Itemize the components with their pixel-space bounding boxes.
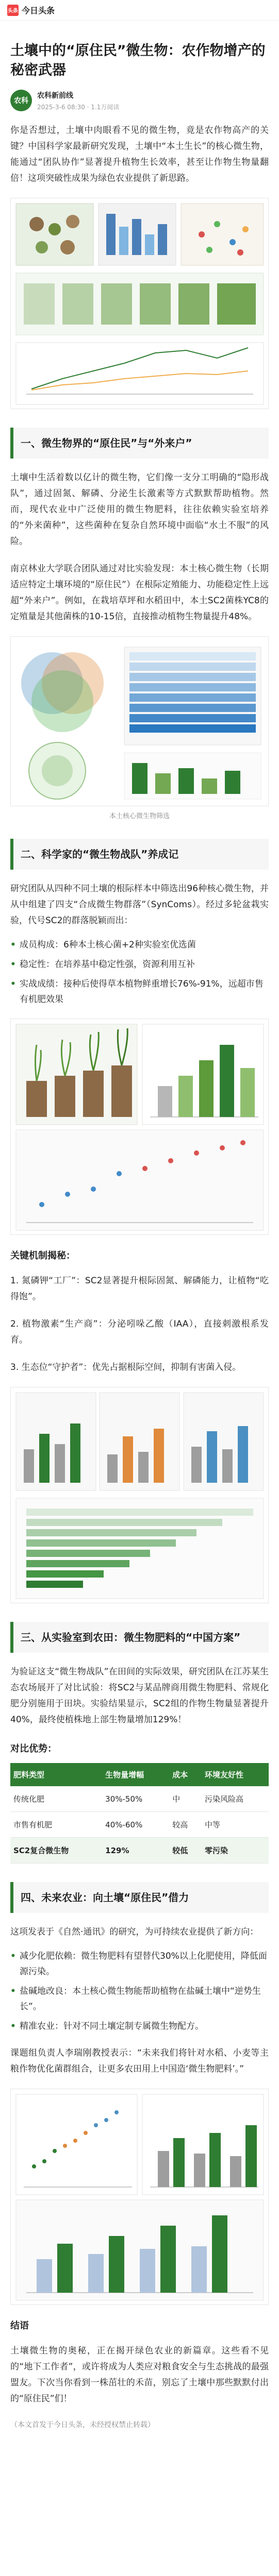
table-cell: 中 [169, 1786, 202, 1812]
figure-mechanism-charts[interactable] [10, 1387, 269, 1603]
figure-core-microbe-graphic [11, 637, 269, 806]
figure-pot-experiment[interactable] [10, 1019, 269, 1235]
section-4-bullet-item: • 精准农业：针对不同土壤定制专属微生物配方。 [10, 2019, 269, 2034]
article-content [0, 41, 279, 2432]
comparison-heading: 对比优势： [10, 1743, 57, 1754]
table-cell: 中等 [202, 1812, 269, 1838]
key-mechanism-item: 3. 生态位“守护者”：优先占据根际空间，抑制有害菌入侵。 [10, 1362, 241, 1372]
section-2-bullet-item: • 稳定性：在培养基中稳定性强，资源利用互补 [10, 957, 269, 972]
section-2-heading [10, 839, 269, 870]
section-3-heading [10, 1622, 269, 1653]
author-name[interactable]: 农科新前线 [37, 91, 73, 100]
table-cell: SC2复合微生物 [10, 1838, 102, 1863]
table-header-row [10, 1763, 269, 1786]
section-4-paragraph-2: 课题组负责人李瑞刚教授表示：“未来我们将针对水稻、小麦等主粮作物优化菌群组合，让更多农田用上中国造‘微生物肥料’。” [10, 2048, 269, 2074]
figure-core-microbe-screening[interactable] [10, 636, 269, 806]
figure-pot-experiment-graphic [11, 1019, 269, 1235]
avatar[interactable]: 农科 [10, 90, 32, 111]
key-mechanism-item: 1. 氮磷钾“工厂”：SC2显著提升根际固氮、解磷能力，让植物“吃得饱”。 [10, 1276, 269, 1302]
table-cell: 129% [102, 1838, 169, 1863]
conclusion-heading: 结语 [10, 2320, 29, 2331]
section-2-bullet-item: • 成员构成：6种本土核心菌+2种实验室优选菌 [10, 937, 269, 953]
section-1-heading [10, 428, 269, 459]
figure-core-microbe-caption: 本土核心微生物筛选 [109, 812, 170, 820]
key-mechanism-item: 2. 植物激素“生产商”：分泌吲哚乙酸（IAA），直接刺激根系发育。 [10, 1319, 269, 1345]
section-4-bullet-item: • 减少化肥依赖：微生物肥料有望替代30%以上化肥使用，降低面源污染。 [10, 1948, 269, 1979]
comparison-table [10, 1763, 269, 1863]
article-title: 土壤中的“原住民”微生物：农作物增产的秘密武器 [10, 43, 266, 78]
section-3-paragraph-1: 为验证这支“微生物战队”在田间的实际效果，研究团队在江苏某生态农场展开了对比试验：将SC2与某品牌商用微生物肥料、常规化肥分别施用于田块。实验结果显示，SC2组的作物生物量显著提升40%，最终使植株地上部生物量增加129%！ [10, 1667, 269, 1725]
section-2-bullet-item: • 实战成绩：接种后使得草本植物鲜重增长76%-91%，远超市售有机肥效果 [10, 976, 269, 1007]
table-cell: 40%-60% [102, 1812, 169, 1838]
figure-field-trial-graphic [11, 2089, 269, 2305]
table-cell: 30%-50% [102, 1786, 169, 1812]
table-cell: 市售有机肥 [10, 1812, 102, 1838]
copyright-note: （本文首发于今日头条，未经授权禁止转载） [10, 2421, 155, 2429]
table-cell: 传统化肥 [10, 1786, 102, 1812]
conclusion-paragraph: 土壤微生物的奥秘，正在揭开绿色农业的新篇章。这些看不见的“地下工作者”，或许将成为人类应对粮食安全与生态挑战的最强盟友。下次当你看到一株茁壮的禾苗，别忘了土壤中那些默默付出的“原住民”们！ [10, 2346, 269, 2404]
top-bar [0, 0, 279, 21]
key-mechanism-heading: 关键机制揭秘： [10, 1250, 75, 1261]
section-4-heading [10, 1882, 269, 1913]
table-cell: 较低 [169, 1838, 202, 1863]
table-header-cell: 生物量增幅 [102, 1763, 169, 1786]
section-4-bullet-item: • 盐碱地改良：本土核心微生物能帮助植物在盐碱土壤中“逆势生长”。 [10, 1984, 269, 2014]
section-1-paragraph-2: 南京林业大学联合团队通过对比实验发现：本土核心微生物（长期适应特定土壤环境的“原住民”）在根际定殖能力、功能稳定性上远超“外来户”。例如，在栽培草坪和水稻田中，本土SC2菌株YC8的定殖量是其他菌株的10-15倍，直接推动植物生物量提升48%。 [10, 564, 269, 622]
section-4-title: 四、未来农业：向土壤“原住民”借力 [21, 1891, 189, 1904]
table-cell: 较高 [169, 1812, 202, 1838]
app-logo[interactable] [7, 4, 55, 16]
table-row [10, 1786, 269, 1812]
section-4-paragraph-1: 这项发表于《自然·通讯》的研究，为可持续农业提供了新方向： [10, 1927, 259, 1937]
table-row [10, 1812, 269, 1838]
section-3-title: 三、从实验室到农田：微生物肥料的“中国方案” [21, 1631, 241, 1643]
author-row[interactable] [10, 90, 269, 111]
figure-research-overview[interactable] [10, 198, 269, 409]
table-header-cell: 成本 [169, 1763, 202, 1786]
figure-research-overview-graphic [11, 198, 269, 409]
app-name: 今日头条 [22, 6, 55, 15]
table-cell: 污染风险高 [202, 1786, 269, 1812]
table-cell: 零污染 [202, 1838, 269, 1863]
publish-meta: 2025-3-6 08:30 · 1.1万阅读 [37, 103, 120, 111]
table-header-cell: 肥料类型 [10, 1763, 102, 1786]
figure-field-trial[interactable] [10, 2089, 269, 2305]
section-2-bullet-list [10, 937, 269, 1007]
section-1-title: 一、微生物界的“原住民”与“外来户” [21, 437, 192, 449]
section-4-bullet-list [10, 1948, 269, 2034]
figure-mechanism-graphic [11, 1387, 269, 1603]
toutiao-logo-icon: 头条 [7, 5, 19, 16]
intro-paragraph: 你是否想过，土壤中肉眼看不见的微生物，竟是农作物高产的关键？中国科学家最新研究发现，土壤中“本土生长”的核心微生物，能通过“团队协作”显著提升植物生长效率，甚至让作物生物量翻倍！这项突破性成果为绿色农业提供了新思路。 [10, 125, 269, 183]
section-2-paragraph-1: 研究团队从四种不同土壤的根际样本中筛选出96种核心微生物，并从中组建了四支“合成微生物群落”（SynComs）。经过多轮盆栽实验，代号SC2的群落脱颖而出： [10, 884, 269, 926]
table-header-cell: 环境友好性 [202, 1763, 269, 1786]
table-row [10, 1838, 269, 1863]
section-1-paragraph-1: 土壤中生活着数以亿计的微生物，它们像一支分工明确的“隐形战队”，通过固氮、解磷、分泌生长激素等方式默默帮助植物。然而，现代农业中广泛使用的微生物肥料，往往依赖实验室培养的“外来菌种”，这些菌种在复杂自然环境中面临“水土不服”的风险。 [10, 472, 269, 547]
section-2-title: 二、科学家的“微生物战队”养成记 [21, 848, 179, 860]
